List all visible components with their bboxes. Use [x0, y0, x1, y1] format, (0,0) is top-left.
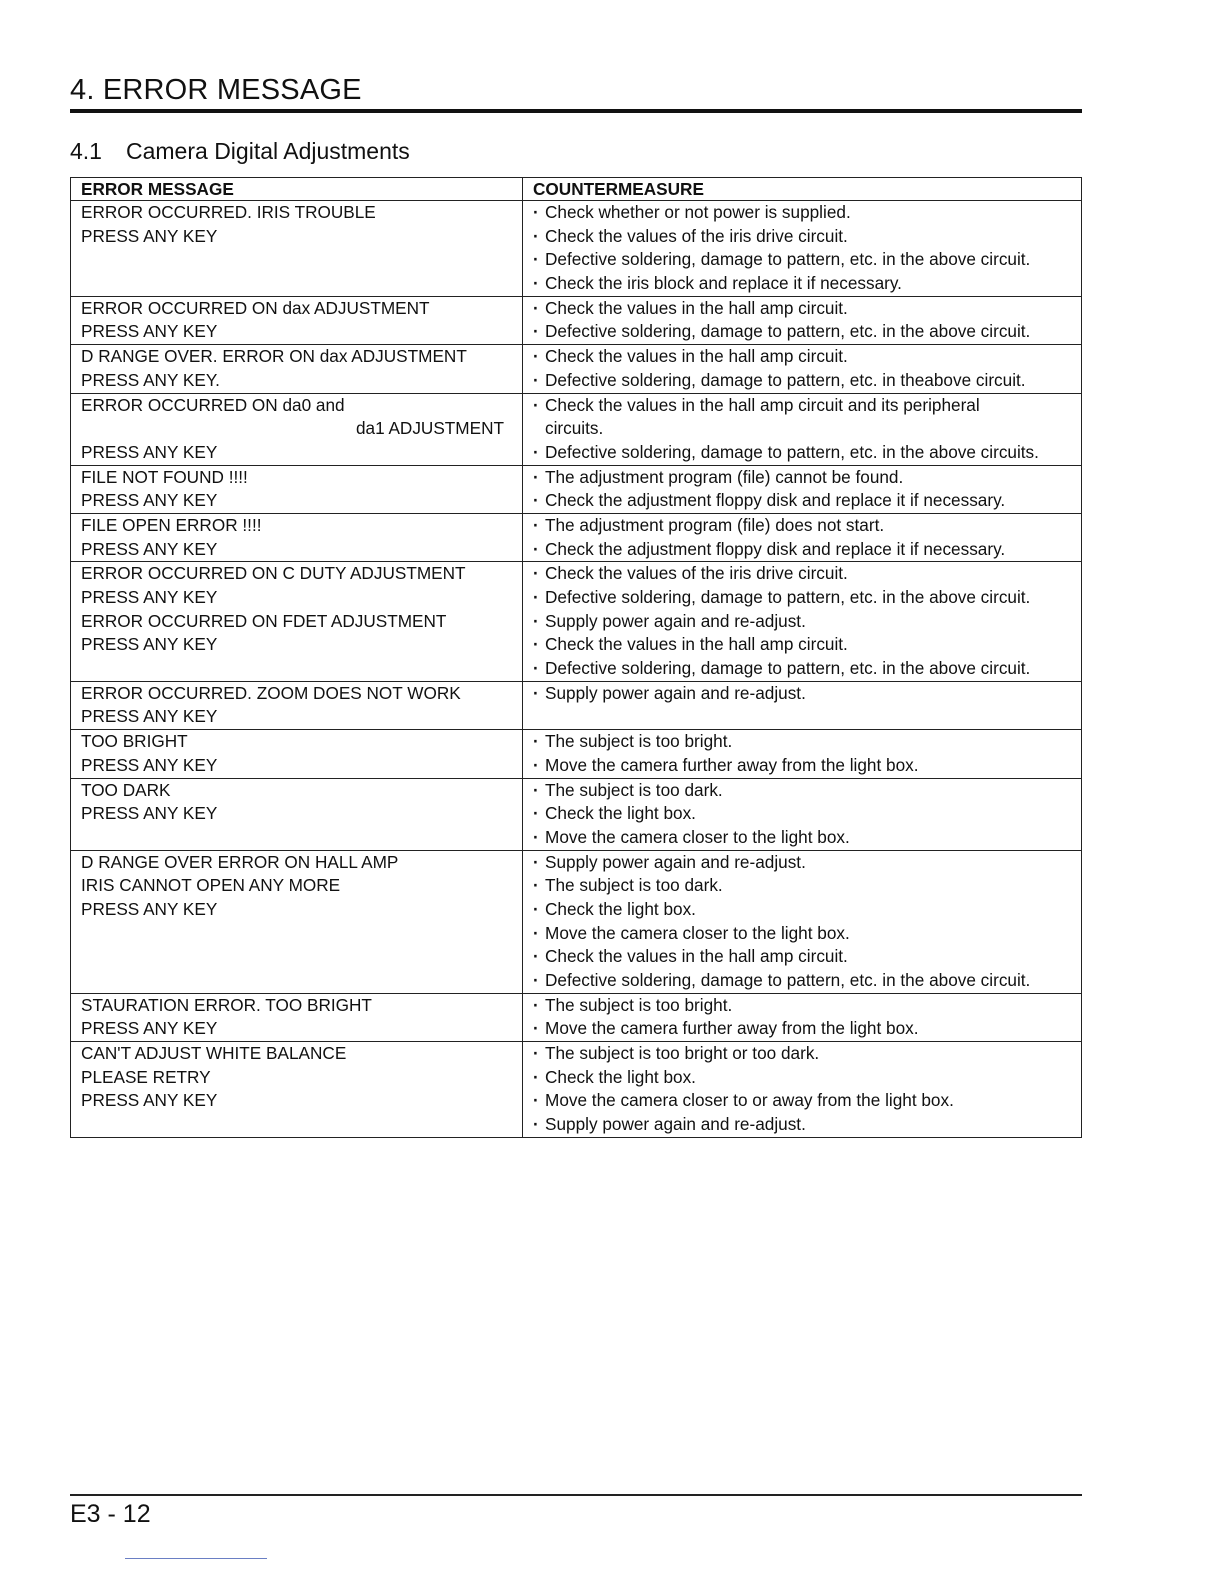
- page-number: E3 - 12: [70, 1500, 151, 1528]
- countermeasure-line: [533, 730, 1071, 754]
- table-row: [71, 393, 1082, 465]
- table-row: [71, 730, 1082, 778]
- countermeasure-line: [533, 898, 1071, 922]
- countermeasure-line: [533, 369, 1071, 393]
- table-row: [71, 201, 1082, 297]
- error-message-cell: [71, 730, 523, 778]
- error-message-line: PRESS ANY KEY: [81, 587, 218, 607]
- error-message-cell: [71, 201, 523, 297]
- countermeasure-item: · Check the adjustment floppy disk and replace it if necessary.: [533, 539, 1005, 559]
- table-row: [71, 778, 1082, 850]
- countermeasure-item: · Defective soldering, damage to pattern, etc. in the above circuit.: [533, 587, 1030, 607]
- countermeasure-item: · Check the values of the iris drive circuit.: [533, 226, 848, 246]
- error-message-line: [81, 826, 512, 850]
- table-row: [71, 513, 1082, 561]
- countermeasure-item: · Check the light box.: [533, 899, 696, 919]
- countermeasure-line: [533, 1113, 1071, 1137]
- error-message-line: PRESS ANY KEY.: [81, 369, 220, 390]
- error-message-line: PRESS ANY KEY: [81, 634, 218, 655]
- countermeasure-line: [533, 826, 1071, 850]
- countermeasure-line: [533, 417, 1071, 441]
- countermeasure-line: [533, 586, 1071, 610]
- table-row: [71, 1042, 1082, 1138]
- countermeasure-line: [533, 1066, 1071, 1090]
- countermeasure-item: · The adjustment program (file) does not start.: [533, 515, 884, 535]
- countermeasure-line: [533, 201, 1071, 225]
- countermeasure-line: [533, 657, 1071, 681]
- countermeasure-line: [533, 945, 1071, 969]
- error-message-line: PRESS ANY KEY: [81, 898, 218, 919]
- error-message-line: PRESS ANY KEY: [81, 1018, 218, 1039]
- countermeasure-cell: [523, 296, 1082, 344]
- countermeasure-item: · Supply power again and re-adjust.: [533, 852, 806, 872]
- error-message-line: STAURATION ERROR. TOO BRIGHT: [81, 994, 372, 1015]
- error-message-line: FILE OPEN ERROR !!!!: [81, 514, 262, 535]
- countermeasure-line: [533, 345, 1071, 369]
- countermeasure-line: [533, 1089, 1071, 1113]
- countermeasure-line: [533, 610, 1071, 634]
- countermeasure-line: [533, 851, 1071, 875]
- countermeasure-item: · Defective soldering, damage to pattern, etc. in the above circuit.: [533, 321, 1030, 341]
- error-message-line: PRESS ANY KEY: [81, 441, 218, 462]
- countermeasure-cell: [523, 681, 1082, 729]
- countermeasure-line: [533, 1017, 1071, 1041]
- header-countermeasure: COUNTERMEASURE: [523, 178, 1082, 201]
- countermeasure-cell: [523, 562, 1082, 681]
- countermeasure-item: · Move the camera closer to or away from the light box.: [533, 1090, 954, 1110]
- countermeasure-item: · Check the light box.: [533, 1067, 696, 1087]
- error-message-line: PRESS ANY KEY: [81, 490, 218, 511]
- countermeasure-line: [533, 562, 1071, 586]
- countermeasure-item: · Defective soldering, damage to pattern, etc. in the above circuit.: [533, 970, 1030, 990]
- error-message-line: ERROR OCCURRED. ZOOM DOES NOT WORK: [81, 682, 461, 703]
- error-message-line: PRESS ANY KEY: [81, 754, 218, 775]
- countermeasure-item: · Supply power again and re-adjust.: [533, 1114, 806, 1134]
- countermeasure-cell: [523, 778, 1082, 850]
- error-message-line: PRESS ANY KEY: [81, 803, 218, 824]
- countermeasure-item: · Move the camera further away from the light box.: [533, 755, 919, 775]
- table-row: [71, 850, 1082, 993]
- countermeasure-line: [533, 441, 1071, 465]
- countermeasure-line: [533, 874, 1071, 898]
- countermeasure-item: · Move the camera closer to the light box.: [533, 923, 850, 943]
- countermeasure-item: · Check the iris block and replace it if necessary.: [533, 273, 902, 293]
- countermeasure-item: · The subject is too bright.: [533, 731, 732, 751]
- countermeasure-line: [533, 248, 1071, 272]
- countermeasure-cell: [523, 993, 1082, 1041]
- table-row: [71, 345, 1082, 393]
- error-message-line: da1 ADJUSTMENT: [355, 418, 504, 439]
- error-message-line: CAN'T ADJUST WHITE BALANCE: [81, 1043, 347, 1064]
- bottom-link-line: [125, 1558, 267, 1559]
- error-message-cell: [71, 1042, 523, 1138]
- countermeasure-line: [533, 538, 1071, 562]
- table-body: [71, 201, 1082, 1138]
- header-error-message: ERROR MESSAGE: [71, 178, 523, 201]
- table-row: [71, 993, 1082, 1041]
- countermeasure-item: · Check the values of the iris drive circuit.: [533, 563, 848, 583]
- error-message-cell: [71, 778, 523, 850]
- countermeasure-item: · Move the camera further away from the light box.: [533, 1018, 919, 1038]
- countermeasure-line: [533, 320, 1071, 344]
- error-message-line: ERROR OCCURRED ON dax ADJUSTMENT: [81, 297, 430, 318]
- table-row: [71, 296, 1082, 344]
- error-message-cell: [71, 345, 523, 393]
- countermeasure-line: [533, 272, 1071, 296]
- error-message-line: D RANGE OVER ERROR ON HALL AMP: [81, 851, 399, 872]
- countermeasure-item: · Check the values in the hall amp circuit and its peripheral: [533, 395, 980, 415]
- error-message-line: [81, 272, 512, 296]
- countermeasure-item: · Check the adjustment floppy disk and replace it if necessary.: [533, 490, 1005, 510]
- error-message-line: ERROR OCCURRED ON FDET ADJUSTMENT: [81, 610, 447, 631]
- countermeasure-cell: [523, 850, 1082, 993]
- error-message-line: ERROR OCCURRED ON C DUTY ADJUSTMENT: [81, 563, 466, 584]
- error-message-line: PRESS ANY KEY: [81, 706, 218, 727]
- error-message-cell: [71, 850, 523, 993]
- countermeasure-line: [533, 994, 1071, 1018]
- countermeasure-line: [533, 394, 1071, 418]
- countermeasure-line: [533, 682, 1071, 706]
- error-message-cell: [71, 513, 523, 561]
- countermeasure-cell: [523, 345, 1082, 393]
- table-row: [71, 562, 1082, 681]
- error-message-line: D RANGE OVER. ERROR ON dax ADJUSTMENT: [81, 346, 467, 367]
- countermeasure-item: · Supply power again and re-adjust.: [533, 611, 806, 631]
- countermeasure-item: · Check the values in the hall amp circuit.: [533, 946, 848, 966]
- countermeasure-line: [533, 225, 1071, 249]
- error-message-line: PRESS ANY KEY: [81, 225, 218, 246]
- error-message-cell: [71, 562, 523, 681]
- section-title: [70, 138, 410, 165]
- countermeasure-item: · Defective soldering, damage to pattern, etc. in the above circuit.: [533, 249, 1030, 269]
- error-message-line: PLEASE RETRY: [81, 1066, 211, 1087]
- error-message-line: ERROR OCCURRED. IRIS TROUBLE: [81, 202, 376, 222]
- countermeasure-item: · Defective soldering, damage to pattern, etc. in the above circuit.: [533, 658, 1030, 678]
- error-message-line: ERROR OCCURRED ON da0 and: [81, 394, 345, 415]
- countermeasure-cell: [523, 513, 1082, 561]
- error-message-cell: [71, 993, 523, 1041]
- section-title-text: Camera Digital Adjustments: [126, 138, 410, 164]
- countermeasure-item: · Move the camera closer to the light box.: [533, 827, 850, 847]
- footer-rule: [70, 1494, 1082, 1496]
- error-message-cell: [71, 393, 523, 465]
- error-message-line: PRESS ANY KEY: [81, 321, 218, 342]
- section-number: 4.1: [70, 138, 102, 164]
- error-message-line: TOO DARK: [81, 779, 171, 800]
- error-message-line: PRESS ANY KEY: [81, 1090, 218, 1111]
- countermeasure-line: [533, 802, 1071, 826]
- countermeasure-cell: [523, 1042, 1082, 1138]
- error-message-cell: [71, 681, 523, 729]
- error-message-line: [81, 657, 512, 681]
- countermeasure-line: [533, 466, 1071, 490]
- countermeasure-cell: [523, 730, 1082, 778]
- countermeasure-line: [533, 297, 1071, 321]
- countermeasure-item: · The subject is too bright or too dark.: [533, 1043, 819, 1063]
- chapter-title: 4. ERROR MESSAGE: [70, 74, 362, 106]
- countermeasure-item: · The adjustment program (file) cannot be found.: [533, 467, 903, 487]
- countermeasure-line: [533, 922, 1071, 946]
- countermeasure-line: [533, 514, 1071, 538]
- countermeasure-item: · Check the values in the hall amp circuit.: [533, 634, 848, 654]
- countermeasure-cell: [523, 393, 1082, 465]
- countermeasure-line: [533, 633, 1071, 657]
- countermeasure-item: · The subject is too dark.: [533, 780, 723, 800]
- countermeasure-line: [533, 705, 1071, 729]
- countermeasure-cell: [523, 465, 1082, 513]
- countermeasure-item: · Defective soldering, damage to pattern, etc. in theabove circuit.: [533, 370, 1026, 390]
- table-row: [71, 465, 1082, 513]
- chapter-rule: [70, 109, 1082, 113]
- countermeasure-line: [533, 489, 1071, 513]
- error-message-line: [81, 969, 512, 993]
- countermeasure-item: · The subject is too dark.: [533, 875, 723, 895]
- error-message-line: PRESS ANY KEY: [81, 538, 218, 559]
- error-message-cell: [71, 296, 523, 344]
- error-message-line: FILE NOT FOUND !!!!: [81, 466, 248, 487]
- table-row: [71, 681, 1082, 729]
- countermeasure-item: · Defective soldering, damage to pattern, etc. in the above circuits.: [533, 442, 1039, 462]
- countermeasure-line: [533, 969, 1071, 993]
- countermeasure-line: [533, 754, 1071, 778]
- error-message-line: [81, 248, 512, 272]
- error-message-line: [81, 945, 512, 969]
- countermeasure-cell: [523, 201, 1082, 297]
- countermeasure-item: · The subject is too bright.: [533, 995, 732, 1015]
- error-message-line: [81, 1113, 512, 1137]
- error-message-line: [81, 922, 512, 946]
- countermeasure-line: [533, 1042, 1071, 1066]
- error-message-cell: [71, 465, 523, 513]
- countermeasure-item: · Supply power again and re-adjust.: [533, 683, 806, 703]
- error-message-table: [70, 177, 1082, 1138]
- countermeasure-item: · Check the light box.: [533, 803, 696, 823]
- error-message-line: IRIS CANNOT OPEN ANY MORE: [81, 875, 341, 896]
- error-message-line: TOO BRIGHT: [81, 731, 188, 752]
- countermeasure-item: · Check the values in the hall amp circuit.: [533, 298, 848, 318]
- countermeasure-line: [533, 779, 1071, 803]
- countermeasure-item: · Check whether or not power is supplied.: [533, 202, 851, 222]
- countermeasure-item: · Check the values in the hall amp circuit.: [533, 346, 848, 366]
- countermeasure-item: circuits.: [545, 418, 604, 439]
- table-header-row: [71, 178, 1082, 201]
